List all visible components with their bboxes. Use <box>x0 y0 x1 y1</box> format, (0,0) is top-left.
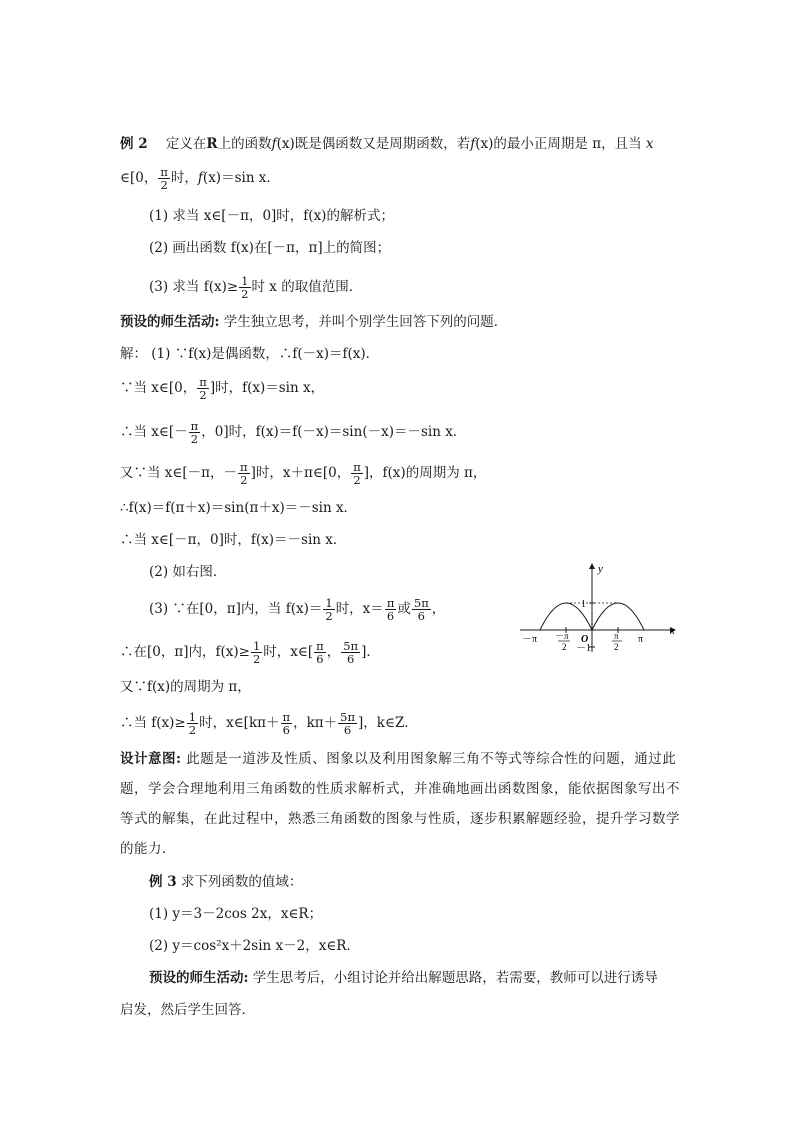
x-symbol: x <box>645 136 654 152</box>
tick-label-neg-pi: －π <box>522 634 538 645</box>
fraction-pi-over-6: $\frac{\pi}{6}$ <box>316 639 324 666</box>
tick-label-neg-pi-over-2-num: －π <box>555 631 569 641</box>
fraction-pi-over-6: $\frac{\pi}{6}$ <box>386 596 395 623</box>
question-2: (2) 画出函数 f(x)在[－π，π]上的简图； <box>149 240 391 256</box>
text: (x)的最小正周期是 π，且当 <box>475 136 642 152</box>
f-symbol: f <box>470 136 476 152</box>
solution-line-5: ∴f(x)＝f(π＋x)＝sin(π＋x)＝－sin x． <box>120 500 358 516</box>
solution-line-10: 又∵f(x)的周期为 π， <box>120 679 251 695</box>
function-graph <box>510 560 685 660</box>
fraction-pi-over-2: $\frac{\pi}{2}$ <box>353 460 361 487</box>
fraction-5pi-over-6: $\frac{5\pi}{6}$ <box>340 710 356 737</box>
activity-2-line2: 启发，然后学生回答． <box>120 1002 255 1018</box>
f-symbol: f <box>271 136 277 152</box>
design-intent <box>120 744 680 864</box>
x-axis-label: x <box>670 625 675 637</box>
tick-label-1: 1 <box>581 599 586 610</box>
text: 定义在 <box>165 136 207 152</box>
origin-label: O <box>581 634 589 645</box>
text: (3) 求当 f(x)≥ <box>149 279 239 295</box>
solution-line-8: (3) ∵在[0，π]内，当 f(x)＝ $\frac{1}{2}$ 时，x＝ $\frac{\pi}{6}$ 或 $\frac{5\pi}{6}$ ， <box>149 596 446 623</box>
fraction-pi-over-2: $\frac{\pi}{2}$ <box>160 165 168 192</box>
fraction-pi-over-6: $\frac{\pi}{6}$ <box>282 710 291 737</box>
text: 时， <box>170 170 198 186</box>
fraction-1-over-2: $\frac{1}{2}$ <box>241 274 249 301</box>
fraction-pi-over-2: $\frac{\pi}{2}$ <box>199 375 207 402</box>
solution-line-4: 又∵当 x∈[－π，－ $\frac{\pi}{2}$ ]时，x＋π∈[0， $\frac{\pi}{2}$ ]，f(x)的周期为 π， <box>120 460 487 487</box>
tick-label-neg1: －1 <box>576 643 591 654</box>
activity-title: 预设的师生活动: <box>149 970 249 986</box>
real-set-symbol: R <box>206 136 218 152</box>
solution-line-6: ∴当 x∈[－π，0]时，f(x)＝－sin x． <box>120 532 347 548</box>
example-3-q1: (1) y＝3－2cos 2x，x∈R； <box>149 906 323 922</box>
activity-text: 学生独立思考，并叫个别学生回答下列的问题． <box>219 314 508 330</box>
solution-line-3: ∴当 x∈[－ $\frac{\pi}{2}$ ，0]时，f(x)＝f(－x)＝sin(－x)＝－sin x． <box>120 419 467 446</box>
design-text: 此题是一道涉及性质、图象以及利用图象解三角不等式等综合性的问题，通过此题，学会合理地利用三角函数的性质求解析式，并准确地画出函数图象，能依据图象写出不等式的解集，在此过程中，熟悉三角函数的图象与性质，逐步积累解题经验，提升学习数学的能力． <box>120 751 680 857</box>
tick-label-pi-over-2-den: 2 <box>614 642 619 652</box>
fraction-1-over-2: $\frac{1}{2}$ <box>252 639 261 666</box>
fraction-1-over-2: $\frac{1}{2}$ <box>325 596 333 623</box>
text: ∈[0， <box>120 170 158 186</box>
activity-1 <box>120 312 507 332</box>
solution-line-9: ∴在[0，π]内，f(x)≥ $\frac{1}{2}$ 时，x∈[ $\frac{\pi}{6}$ ， $\frac{5\pi}{6}$ ]． <box>120 639 380 666</box>
tick-label-neg-pi-over-2-den: 2 <box>562 642 567 652</box>
y-axis-label: y <box>598 563 603 575</box>
example-3-q2: (2) y＝cos²x＋2sin x－2，x∈R． <box>149 938 360 954</box>
solution-line-11: ∴当 f(x)≥ $\frac{1}{2}$ 时，x∈[kπ＋ $\frac{\pi}{6}$ ，kπ＋ $\frac{5\pi}{6}$ ]，k∈Z． <box>120 710 418 737</box>
question-1: (1) 求当 x∈[－π，0]时，f(x)的解析式； <box>149 208 394 224</box>
activity-text: 学生思考后，小组讨论并给出解题思路，若需要，教师可以进行诱导 <box>248 970 658 986</box>
example-3-label: 例 3 <box>149 874 177 890</box>
fraction-1-over-2: $\frac{1}{2}$ <box>188 710 197 737</box>
fraction-5pi-over-6: $\frac{5\pi}{6}$ <box>413 596 429 623</box>
f-symbol: f <box>197 170 203 186</box>
example-2-statement-line2 <box>120 166 280 191</box>
tick-label-pi: π <box>638 634 644 645</box>
example-3-statement <box>149 872 302 892</box>
fraction-pi-over-2: $\frac{\pi}{2}$ <box>240 460 248 487</box>
example-2-label: 例 2 <box>120 136 148 152</box>
activity-2 <box>149 968 658 988</box>
solution-line-1: 解： (1) ∵f(x)是偶函数，∴f(－x)＝f(x)． <box>120 346 380 362</box>
solution-line-7: (2) 如右图． <box>149 564 227 580</box>
tick-label-pi-over-2-num: π <box>614 631 619 641</box>
text: (x)既是偶函数又是周期函数，若 <box>276 136 471 152</box>
question-3 <box>149 275 362 300</box>
text: (x)＝sin x． <box>202 170 280 186</box>
text: 时 x 的取值范围． <box>251 279 363 295</box>
text: 求下列函数的值域： <box>176 874 303 890</box>
solution-line-2: ∵当 x∈[0， $\frac{\pi}{2}$ ]时，f(x)＝sin x， <box>120 375 325 402</box>
design-title: 设计意图: <box>120 751 182 767</box>
fraction-pi-over-2: $\frac{\pi}{2}$ <box>190 419 199 446</box>
example-2-statement-line1 <box>120 134 654 154</box>
fraction-5pi-over-6: $\frac{5\pi}{6}$ <box>343 639 359 666</box>
text: 上的函数 <box>217 136 272 152</box>
activity-title: 预设的师生活动: <box>120 314 220 330</box>
